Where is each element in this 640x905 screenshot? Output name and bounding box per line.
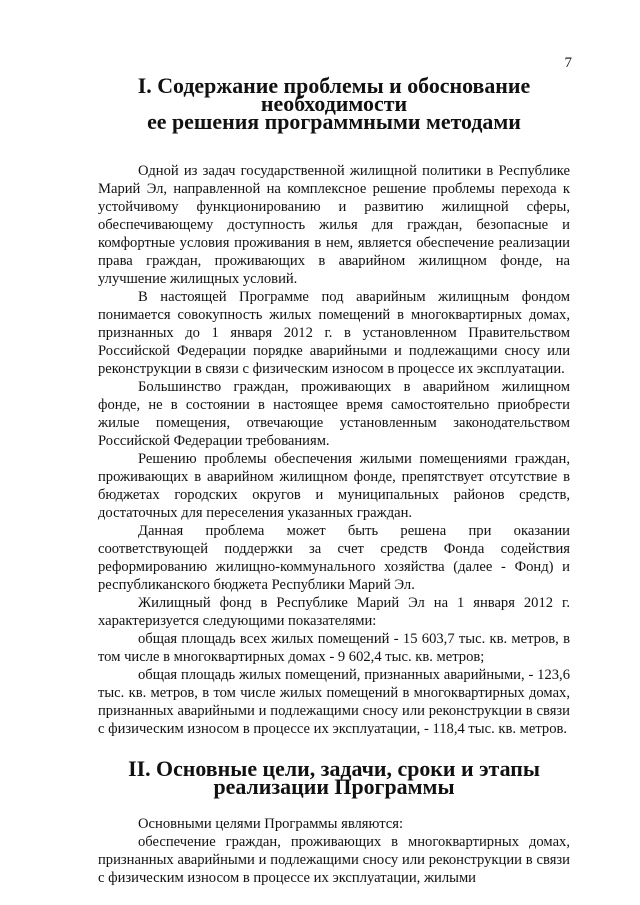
- paragraph: обеспечение граждан, проживающих в многоквартирных домах, признанных аварийными и подлежащими сносу или реконструкции в связи с физическим износом в процессе их эксплуатации, жилыми: [98, 834, 570, 886]
- paragraph: общая площадь жилых помещений, признанных аварийными, - 123,6 тыс. кв. метров, в том числе жилых помещений в многоквартирных домах, признанных аварийными и подлежащими сносу или реконструкции в связи с физическим износом в процессе их эксплуатации, - 118,4 тыс. кв. метров.: [98, 667, 570, 737]
- section-2-body: [98, 815, 570, 887]
- section-1-heading-line-1: I. Содержание проблемы и обоснование необходимости: [137, 73, 531, 116]
- page-number: 7: [564, 55, 572, 71]
- paragraph: Решению проблемы обеспечения жилыми помещениями граждан, проживающих в аварийном жилищном фонде, препятствует отсутствие в бюджетах городских округов и муниципальных районов средств, достаточных для переселения указанных граждан.: [98, 451, 570, 521]
- section-2-heading: II. Основные цели, задачи, сроки и этапы реализации Программы: [128, 756, 540, 799]
- paragraph: В настоящей Программе под аварийным жилищным фондом понимается совокупность жилых помещений в многоквартирных домах, признанных до 1 января 2012 г. в установленном Правительством Российской Федерации порядке аварийными и подлежащими сносу или реконструкции в связи с физическим износом в процессе их эксплуатации.: [98, 289, 570, 377]
- section-1-heading-line-2: ее решения программными методами: [147, 109, 521, 134]
- section-1-body: [98, 162, 570, 738]
- paragraph: Большинство граждан, проживающих в аварийном жилищном фонде, не в состоянии в настоящее время самостоятельно приобрести жилые помещения, отвечающие установленным законодательством Российской Федерации требованиям.: [98, 379, 570, 449]
- paragraph: общая площадь всех жилых помещений - 15 603,7 тыс. кв. метров, в том числе в многоквартирных домах - 9 602,4 тыс. кв. метров;: [98, 631, 570, 665]
- paragraph: Данная проблема может быть решена при оказании соответствующей поддержки за счет средств Фонда содействия реформированию жилищно-коммунального хозяйства (далее - Фонд) и республиканского бюджета Республики Марий Эл.: [98, 523, 570, 593]
- paragraph: Основными целями Программы являются:: [138, 816, 404, 832]
- section-1-heading: [98, 0, 570, 134]
- paragraph: Одной из задач государственной жилищной политики в Республике Марий Эл, направленной на комплексное решение проблемы перехода к устойчивому функционированию и развитию жилищной сферы, обеспечивающему доступность жилья для граждан, безопасные и комфортные условия проживания в нем, является обеспечение реализации права граждан, проживающих в аварийном жилищном фонде, на улучшение жилищных условий.: [98, 163, 570, 287]
- paragraph: Жилищный фонд в Республике Марий Эл на 1 января 2012 г. характеризуется следующими показателями:: [98, 595, 570, 629]
